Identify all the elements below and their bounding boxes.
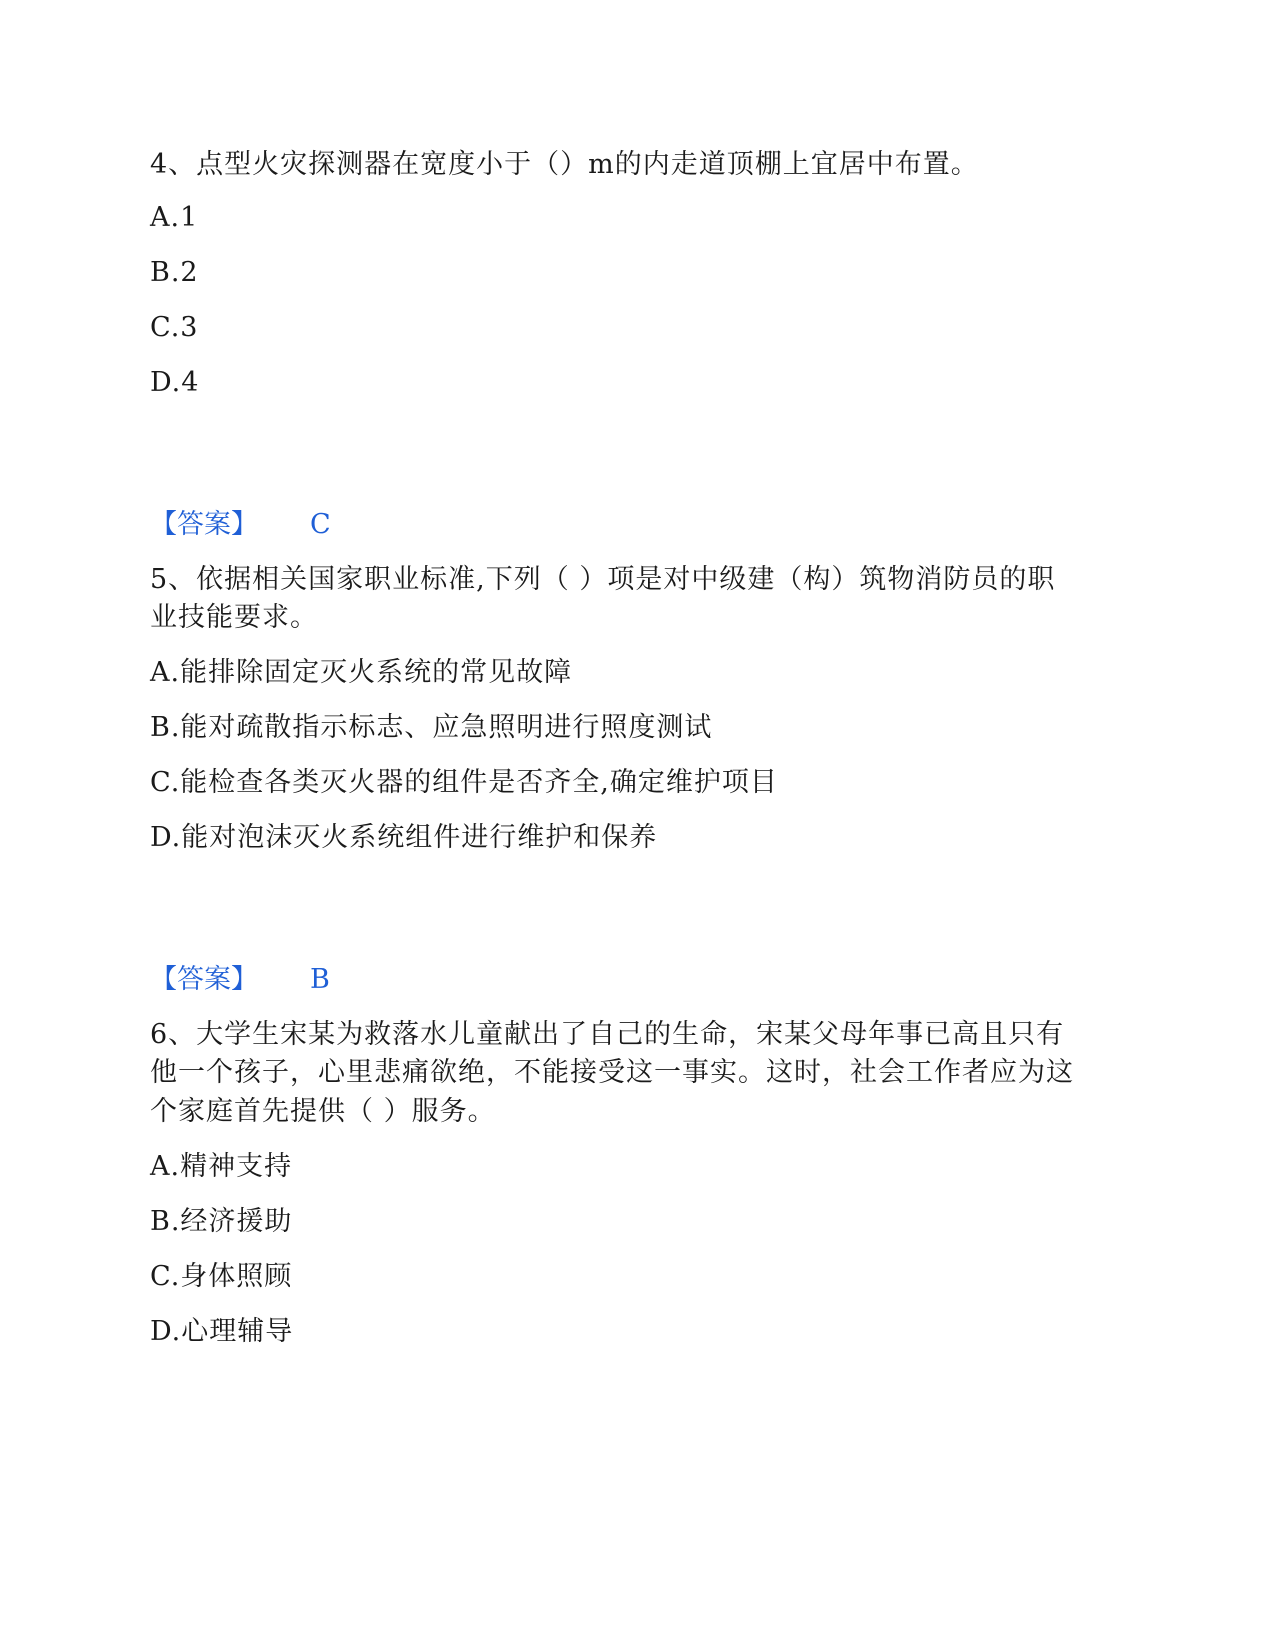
answer-value: B	[310, 964, 330, 995]
question-4-text: 4、点型火灾探测器在宽度小于（）m的内走道顶棚上宜居中布置。	[150, 149, 979, 180]
question-6-text-line-3: 个家庭首先提供（ ）服务。	[150, 1096, 496, 1127]
question-5-answer	[150, 960, 330, 1000]
question-5-text-line-2: 业技能要求。	[150, 602, 318, 633]
question-6-option-a: A.精神支持	[150, 1151, 293, 1182]
question-4-option-b: B.2	[150, 257, 199, 288]
question-6-option-d: D.心理辅导	[150, 1316, 294, 1347]
question-5-option-a: A.能排除固定灭火系统的常见故障	[150, 657, 573, 688]
question-6-text-line-2: 他一个孩子，心里悲痛欲绝，不能接受这一事实。这时，社会工作者应为这	[150, 1057, 1074, 1088]
question-5-option-c: C.能检查各类灭火器的组件是否齐全,确定维护项目	[150, 767, 778, 798]
question-5-option-d: D.能对泡沫灭火系统组件进行维护和保养	[150, 822, 658, 853]
question-4-option-d: D.4	[150, 367, 200, 398]
question-4-option-a: A.1	[150, 202, 199, 233]
question-6-option-b: B.经济援助	[150, 1206, 293, 1237]
question-6-option-c: C.身体照顾	[150, 1261, 293, 1292]
answer-label: 【答案】	[150, 509, 258, 540]
answer-value: C	[310, 509, 331, 540]
question-5-option-b: B.能对疏散指示标志、应急照明进行照度测试	[150, 712, 713, 743]
question-5-text-line-1: 5、依据相关国家职业标准,下列（ ）项是对中级建（构）筑物消防员的职	[150, 564, 1056, 595]
question-4-option-c: C.3	[150, 312, 199, 343]
answer-label: 【答案】	[150, 964, 258, 995]
question-6-text-line-1: 6、大学生宋某为救落水儿童献出了自己的生命，宋某父母年事已高且只有	[150, 1019, 1065, 1050]
question-4-answer	[150, 505, 331, 545]
